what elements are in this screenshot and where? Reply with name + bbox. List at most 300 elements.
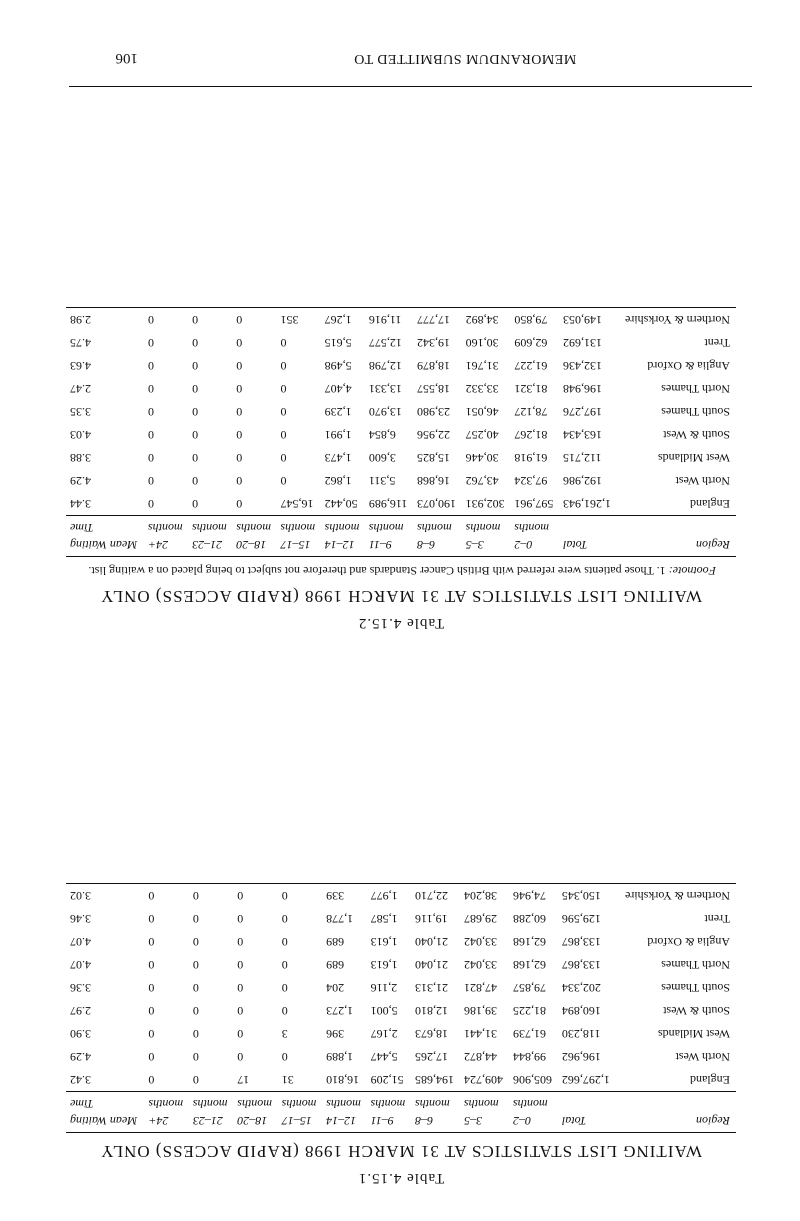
column-subheader: months bbox=[460, 1092, 509, 1113]
value-cell: 33,042 bbox=[463, 935, 497, 949]
value-cell: 0 bbox=[192, 359, 199, 373]
value-cell: 21,040 bbox=[415, 958, 449, 972]
column-subheader: months bbox=[276, 516, 320, 537]
value-cell: 1,862 bbox=[324, 474, 352, 488]
value-cell: 62,609 bbox=[514, 336, 548, 350]
column-subheader: months bbox=[509, 1092, 558, 1113]
value-cell: 3.46 bbox=[70, 912, 91, 926]
value-cell: 131,692 bbox=[562, 336, 602, 350]
region-cell: South & West bbox=[663, 1004, 730, 1018]
value-cell: 44,872 bbox=[463, 1050, 497, 1064]
value-cell: 19,342 bbox=[417, 336, 451, 350]
region-cell: West Midlands bbox=[657, 1027, 730, 1041]
value-cell: 18,673 bbox=[415, 1027, 449, 1041]
column-subheader bbox=[559, 516, 617, 537]
value-cell: 2.97 bbox=[70, 1004, 91, 1018]
region-cell: Trent bbox=[704, 912, 730, 926]
column-header: 15–17 bbox=[276, 536, 320, 557]
value-cell: 1,778 bbox=[326, 912, 354, 926]
value-cell: 30,160 bbox=[465, 336, 499, 350]
column-subheader: months bbox=[232, 516, 276, 537]
column-header: 24+ bbox=[144, 1112, 188, 1133]
column-header: 3–5 bbox=[462, 536, 511, 557]
value-cell: 21,040 bbox=[415, 935, 449, 949]
value-cell: 3.35 bbox=[70, 405, 91, 419]
region-cell: Northern & Yorkshire bbox=[616, 884, 736, 908]
column-header: Mean Waiting bbox=[66, 536, 144, 557]
column-header: Mean Waiting bbox=[66, 1112, 144, 1133]
waiting-list-table bbox=[66, 883, 736, 1133]
value-cell: 12,810 bbox=[415, 1004, 449, 1018]
value-cell: 1,473 bbox=[324, 451, 352, 465]
value-cell: 31 bbox=[281, 1073, 294, 1087]
value-cell: 6,854 bbox=[368, 428, 396, 442]
value-cell: 0 bbox=[281, 981, 288, 995]
value-cell: 4.07 bbox=[70, 958, 91, 972]
column-header: 24+ bbox=[144, 536, 188, 557]
value-cell: 0 bbox=[280, 405, 287, 419]
value-cell: 0 bbox=[192, 958, 199, 972]
value-cell: 62,168 bbox=[512, 935, 546, 949]
value-cell: 0 bbox=[147, 497, 154, 511]
value-cell: 4.63 bbox=[70, 359, 91, 373]
value-cell: 3.88 bbox=[70, 451, 91, 465]
value-cell: 0 bbox=[281, 935, 288, 949]
value-cell: 0 bbox=[148, 958, 155, 972]
table-row bbox=[66, 1045, 736, 1068]
value-cell: 116,989 bbox=[368, 497, 408, 511]
region-cell: North Thames bbox=[661, 958, 730, 972]
value-cell: 5,311 bbox=[368, 474, 396, 488]
value-cell: 15,825 bbox=[417, 451, 451, 465]
value-cell: 18,557 bbox=[417, 382, 451, 396]
value-cell: 1,613 bbox=[370, 958, 398, 972]
value-cell: 0 bbox=[280, 382, 287, 396]
region-cell: Anglia & Oxford bbox=[647, 935, 730, 949]
table-row bbox=[66, 976, 736, 999]
value-cell: 3.44 bbox=[70, 497, 91, 511]
value-cell: 81,225 bbox=[512, 1004, 546, 1018]
value-cell: 51,209 bbox=[370, 1073, 404, 1087]
value-cell: 46,051 bbox=[465, 405, 499, 419]
value-cell: 204 bbox=[326, 981, 345, 995]
value-cell: 0 bbox=[147, 428, 154, 442]
region-cell: Anglia & Oxford bbox=[647, 359, 730, 373]
value-cell: 0 bbox=[148, 1050, 155, 1064]
value-cell: 78,127 bbox=[514, 405, 548, 419]
table-row bbox=[66, 953, 736, 976]
value-cell: 0 bbox=[236, 359, 243, 373]
value-cell: 60,288 bbox=[512, 912, 546, 926]
value-cell: 2.98 bbox=[66, 308, 144, 332]
value-cell: 13,970 bbox=[368, 405, 402, 419]
value-cell: 38,204 bbox=[460, 884, 509, 908]
value-cell: 0 bbox=[192, 382, 199, 396]
value-cell: 0 bbox=[148, 1027, 155, 1041]
value-cell: 0 bbox=[192, 451, 199, 465]
table-row bbox=[66, 999, 736, 1022]
column-subheader: months bbox=[188, 516, 232, 537]
column-header: Total bbox=[559, 536, 617, 557]
column-header: 21–23 bbox=[189, 1112, 233, 1133]
column-subheader bbox=[558, 1092, 616, 1113]
column-header: 0–2 bbox=[509, 1112, 558, 1133]
value-cell: 0 bbox=[148, 912, 155, 926]
value-cell: 39,186 bbox=[463, 1004, 497, 1018]
region-cell: West Midlands bbox=[657, 451, 730, 465]
waiting-list-table bbox=[66, 307, 736, 557]
value-cell: 0 bbox=[192, 336, 199, 350]
value-cell: 0 bbox=[281, 1050, 288, 1064]
column-header: 18–20 bbox=[232, 536, 276, 557]
value-cell: 118,230 bbox=[561, 1027, 601, 1041]
table-row bbox=[66, 423, 736, 446]
column-header: 3–5 bbox=[460, 1112, 509, 1133]
value-cell: 0 bbox=[188, 308, 232, 332]
column-header: 12–14 bbox=[321, 536, 365, 557]
value-cell: 17,265 bbox=[415, 1050, 449, 1064]
value-cell: 149,053 bbox=[559, 308, 617, 332]
value-cell: 81,267 bbox=[514, 428, 548, 442]
value-cell: 5,615 bbox=[324, 336, 352, 350]
column-header: 12–14 bbox=[322, 1112, 366, 1133]
value-cell: 3 bbox=[281, 1027, 288, 1041]
value-cell: 79,850 bbox=[510, 308, 559, 332]
value-cell: 1,991 bbox=[324, 428, 352, 442]
table-label: Table 4.15.1 bbox=[357, 1170, 445, 1186]
value-cell: 0 bbox=[192, 474, 199, 488]
region-cell: England bbox=[690, 1073, 730, 1087]
value-cell: 192,986 bbox=[562, 474, 602, 488]
value-cell: 339 bbox=[322, 884, 366, 908]
value-cell: 5,447 bbox=[370, 1050, 398, 1064]
region-cell: South Thames bbox=[661, 981, 730, 995]
value-cell: 202,334 bbox=[561, 981, 601, 995]
value-cell: 0 bbox=[280, 428, 287, 442]
value-cell: 190,073 bbox=[417, 497, 457, 511]
table-4-15-2 bbox=[66, 307, 736, 631]
column-subheader bbox=[617, 516, 736, 537]
header-row-units bbox=[66, 1092, 736, 1113]
column-header: 18–20 bbox=[233, 1112, 277, 1133]
table-row bbox=[66, 354, 736, 377]
value-cell: 605,906 bbox=[512, 1073, 552, 1087]
value-cell: 16,868 bbox=[417, 474, 451, 488]
value-cell: 0 bbox=[147, 336, 154, 350]
header-rule bbox=[69, 86, 752, 87]
value-cell: 74,946 bbox=[509, 884, 558, 908]
value-cell: 43,762 bbox=[465, 474, 499, 488]
value-cell: 0 bbox=[236, 405, 243, 419]
value-cell: 22,710 bbox=[411, 884, 460, 908]
header-row-units bbox=[66, 516, 736, 537]
value-cell: 4.29 bbox=[70, 474, 91, 488]
value-cell: 196,962 bbox=[561, 1050, 601, 1064]
region-cell: North West bbox=[675, 474, 730, 488]
value-cell: 3,600 bbox=[368, 451, 396, 465]
value-cell: 0 bbox=[144, 308, 188, 332]
value-cell: 0 bbox=[278, 884, 322, 908]
value-cell: 0 bbox=[237, 958, 244, 972]
table-title: WAITING LIST STATISTICS AT 31 MARCH 1998 (RAPID ACCESS) ONLY bbox=[100, 1142, 702, 1161]
value-cell: 302,931 bbox=[465, 497, 505, 511]
table-row bbox=[66, 469, 736, 492]
value-cell: 0 bbox=[280, 359, 287, 373]
header-row bbox=[66, 536, 736, 557]
table-row bbox=[66, 1068, 736, 1092]
value-cell: 61,918 bbox=[514, 451, 548, 465]
value-cell: 31,441 bbox=[463, 1027, 497, 1041]
value-cell: 689 bbox=[326, 958, 345, 972]
value-cell: 47,821 bbox=[463, 981, 497, 995]
value-cell: 0 bbox=[147, 474, 154, 488]
value-cell: 62,168 bbox=[512, 958, 546, 972]
column-header: 6–8 bbox=[411, 1112, 460, 1133]
value-cell: 0 bbox=[280, 474, 287, 488]
value-cell: 0 bbox=[148, 1004, 155, 1018]
column-subheader: months bbox=[322, 1092, 366, 1113]
value-cell: 61,739 bbox=[512, 1027, 546, 1041]
value-cell: 0 bbox=[237, 1004, 244, 1018]
region-cell: Northern & Yorkshire bbox=[617, 308, 736, 332]
value-cell: 132,436 bbox=[562, 359, 602, 373]
value-cell: 17 bbox=[237, 1073, 250, 1087]
value-cell: 0 bbox=[189, 884, 233, 908]
value-cell: 0 bbox=[236, 428, 243, 442]
value-cell: 61,227 bbox=[514, 359, 548, 373]
column-subheader: Time bbox=[66, 516, 144, 537]
value-cell: 23,980 bbox=[417, 405, 451, 419]
value-cell: 196,948 bbox=[562, 382, 602, 396]
value-cell: 29,687 bbox=[463, 912, 497, 926]
table-body bbox=[66, 884, 736, 1092]
value-cell: 12,577 bbox=[368, 336, 402, 350]
column-subheader bbox=[616, 1092, 736, 1113]
value-cell: 0 bbox=[148, 981, 155, 995]
value-cell: 17,777 bbox=[413, 308, 462, 332]
value-cell: 4.07 bbox=[70, 935, 91, 949]
region-cell: North Thames bbox=[661, 382, 730, 396]
column-subheader: months bbox=[462, 516, 511, 537]
header-row bbox=[66, 1112, 736, 1133]
value-cell: 81,321 bbox=[514, 382, 548, 396]
running-head: MEMORANDUM SUBMITTED TO bbox=[353, 51, 577, 66]
column-header: 0–2 bbox=[510, 536, 559, 557]
value-cell: 0 bbox=[236, 382, 243, 396]
column-header: Total bbox=[558, 1112, 616, 1133]
column-header: 9–11 bbox=[365, 536, 413, 557]
value-cell: 79,857 bbox=[512, 981, 546, 995]
value-cell: 0 bbox=[192, 1004, 199, 1018]
value-cell: 0 bbox=[237, 981, 244, 995]
footnote-prefix: Footnote: bbox=[668, 564, 716, 578]
region-cell: South & West bbox=[663, 428, 730, 442]
value-cell: 0 bbox=[237, 1050, 244, 1064]
value-cell: 11,916 bbox=[365, 308, 413, 332]
value-cell: 0 bbox=[192, 405, 199, 419]
page-number: 106 bbox=[115, 50, 138, 66]
value-cell: 4.75 bbox=[70, 336, 91, 350]
table-label: Table 4.15.2 bbox=[357, 615, 445, 631]
value-cell: 33,042 bbox=[463, 958, 497, 972]
column-header: Region bbox=[617, 536, 736, 557]
value-cell: 0 bbox=[148, 1073, 155, 1087]
table-row bbox=[66, 308, 736, 332]
table-row bbox=[66, 377, 736, 400]
table-row bbox=[66, 907, 736, 930]
value-cell: 3.36 bbox=[70, 981, 91, 995]
column-header: Region bbox=[616, 1112, 736, 1133]
value-cell: 0 bbox=[144, 884, 188, 908]
column-subheader: Time bbox=[66, 1092, 144, 1113]
value-cell: 0 bbox=[192, 912, 199, 926]
value-cell: 160,894 bbox=[561, 1004, 601, 1018]
region-cell: North West bbox=[675, 1050, 730, 1064]
value-cell: 0 bbox=[281, 912, 288, 926]
table-row bbox=[66, 400, 736, 423]
value-cell: 13,331 bbox=[368, 382, 402, 396]
value-cell: 0 bbox=[236, 451, 243, 465]
column-header: 21–23 bbox=[188, 536, 232, 557]
value-cell: 19,116 bbox=[415, 912, 448, 926]
table-row bbox=[66, 1022, 736, 1045]
value-cell: 22,956 bbox=[417, 428, 451, 442]
value-cell: 0 bbox=[232, 308, 276, 332]
value-cell: 40,257 bbox=[465, 428, 499, 442]
value-cell: 0 bbox=[236, 474, 243, 488]
value-cell: 0 bbox=[192, 1027, 199, 1041]
value-cell: 16,810 bbox=[326, 1073, 360, 1087]
value-cell: 31,761 bbox=[465, 359, 499, 373]
table-4-15-1 bbox=[66, 883, 736, 1186]
value-cell: 0 bbox=[192, 497, 199, 511]
value-cell: 3.90 bbox=[70, 1027, 91, 1041]
value-cell: 1,239 bbox=[324, 405, 352, 419]
value-cell: 18,879 bbox=[417, 359, 451, 373]
footnote-text: 1. Those patients were referred with British Cancer Standards and therefore not subject to being placed on a waiting list. bbox=[88, 564, 666, 578]
value-cell: 4.29 bbox=[70, 1050, 91, 1064]
value-cell: 1,267 bbox=[321, 308, 365, 332]
table-row bbox=[66, 492, 736, 516]
value-cell: 2.47 bbox=[70, 382, 91, 396]
table-body bbox=[66, 308, 736, 516]
column-subheader: months bbox=[367, 1092, 411, 1113]
value-cell: 0 bbox=[237, 935, 244, 949]
value-cell: 12,798 bbox=[368, 359, 402, 373]
value-cell: 0 bbox=[236, 336, 243, 350]
value-cell: 0 bbox=[192, 935, 199, 949]
table-title: WAITING LIST STATISTICS AT 31 MARCH 1998 (RAPID ACCESS) ONLY bbox=[100, 587, 702, 606]
table-row bbox=[66, 446, 736, 469]
column-subheader: months bbox=[144, 1092, 188, 1113]
value-cell: 0 bbox=[280, 451, 287, 465]
value-cell: 0 bbox=[233, 884, 277, 908]
value-cell: 0 bbox=[280, 336, 287, 350]
value-cell: 0 bbox=[147, 359, 154, 373]
value-cell: 163,434 bbox=[562, 428, 602, 442]
value-cell: 1,261,943 bbox=[562, 497, 611, 511]
value-cell: 689 bbox=[326, 935, 345, 949]
value-cell: 351 bbox=[276, 308, 320, 332]
value-cell: 194,685 bbox=[415, 1073, 455, 1087]
value-cell: 197,276 bbox=[562, 405, 602, 419]
value-cell: 133,867 bbox=[561, 935, 601, 949]
value-cell: 0 bbox=[237, 912, 244, 926]
value-cell: 2,116 bbox=[370, 981, 398, 995]
value-cell: 150,345 bbox=[558, 884, 616, 908]
value-cell: 33,332 bbox=[465, 382, 499, 396]
column-header: 6–8 bbox=[413, 536, 462, 557]
value-cell: 0 bbox=[281, 1004, 288, 1018]
column-subheader: months bbox=[510, 516, 559, 537]
column-subheader: months bbox=[144, 516, 188, 537]
table-footnote bbox=[66, 563, 716, 578]
region-cell: South Thames bbox=[661, 405, 730, 419]
value-cell: 0 bbox=[236, 497, 243, 511]
value-cell: 1,297,662 bbox=[561, 1073, 610, 1087]
value-cell: 0 bbox=[147, 382, 154, 396]
region-cell: Trent bbox=[704, 336, 730, 350]
value-cell: 0 bbox=[148, 935, 155, 949]
value-cell: 30,446 bbox=[465, 451, 499, 465]
value-cell: 0 bbox=[147, 405, 154, 419]
value-cell: 0 bbox=[192, 428, 199, 442]
column-subheader: months bbox=[321, 516, 365, 537]
column-subheader: months bbox=[189, 1092, 233, 1113]
table-row bbox=[66, 930, 736, 953]
column-header: 15–17 bbox=[278, 1112, 322, 1133]
value-cell: 0 bbox=[147, 451, 154, 465]
value-cell: 0 bbox=[192, 981, 199, 995]
value-cell: 1,889 bbox=[326, 1050, 354, 1064]
value-cell: 21,313 bbox=[415, 981, 449, 995]
value-cell: 1,273 bbox=[326, 1004, 354, 1018]
table-row bbox=[66, 331, 736, 354]
region-cell: England bbox=[690, 497, 730, 511]
table-row bbox=[66, 884, 736, 908]
value-cell: 129,596 bbox=[561, 912, 601, 926]
value-cell: 4,407 bbox=[324, 382, 352, 396]
value-cell: 4.03 bbox=[70, 428, 91, 442]
column-subheader: months bbox=[411, 1092, 460, 1113]
value-cell: 133,867 bbox=[561, 958, 601, 972]
value-cell: 0 bbox=[237, 1027, 244, 1041]
value-cell: 3.02 bbox=[66, 884, 144, 908]
value-cell: 50,442 bbox=[324, 497, 358, 511]
column-header: 9–11 bbox=[367, 1112, 411, 1133]
value-cell: 34,892 bbox=[462, 308, 511, 332]
value-cell: 0 bbox=[281, 958, 288, 972]
value-cell: 2,167 bbox=[370, 1027, 398, 1041]
value-cell: 5,498 bbox=[324, 359, 352, 373]
value-cell: 5,001 bbox=[370, 1004, 398, 1018]
value-cell: 16,547 bbox=[280, 497, 314, 511]
column-subheader: months bbox=[278, 1092, 322, 1113]
value-cell: 3.42 bbox=[70, 1073, 91, 1087]
value-cell: 112,715 bbox=[562, 451, 602, 465]
column-subheader: months bbox=[233, 1092, 277, 1113]
value-cell: 409,724 bbox=[463, 1073, 503, 1087]
value-cell: 1,613 bbox=[370, 935, 398, 949]
value-cell: 0 bbox=[192, 1050, 199, 1064]
value-cell: 99,844 bbox=[512, 1050, 546, 1064]
value-cell: 1,977 bbox=[367, 884, 411, 908]
value-cell: 0 bbox=[192, 1073, 199, 1087]
column-subheader: months bbox=[413, 516, 462, 537]
value-cell: 597,961 bbox=[514, 497, 554, 511]
value-cell: 97,324 bbox=[514, 474, 548, 488]
value-cell: 396 bbox=[326, 1027, 345, 1041]
